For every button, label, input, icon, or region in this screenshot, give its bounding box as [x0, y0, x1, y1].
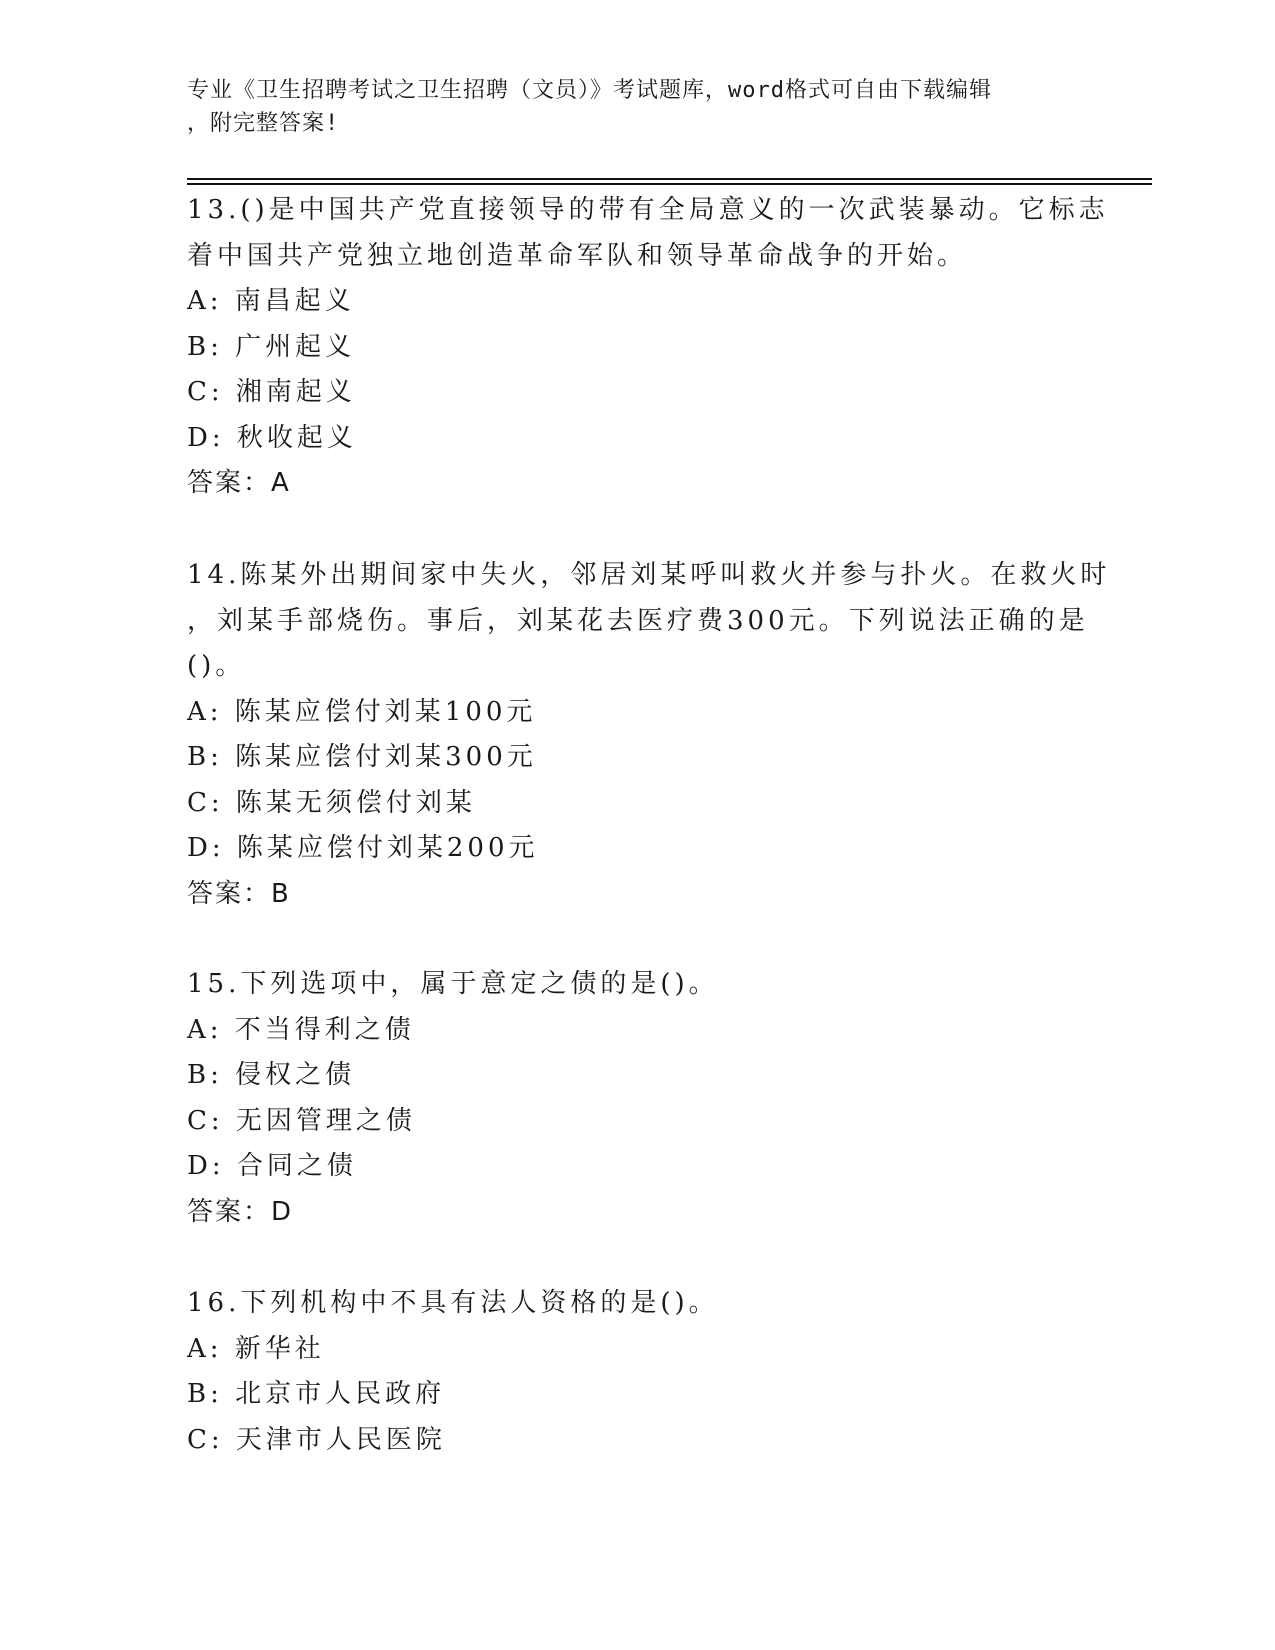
- answer-line: 答案：B: [187, 878, 291, 909]
- option-b: B: 北京市人民政府: [187, 1379, 446, 1409]
- option-b: B: 陈某应偿付刘某300元: [187, 742, 537, 772]
- header-line: ，附完整答案!: [187, 111, 340, 136]
- stem-line: 着中国共产党独立地创造革命军队和领导革命战争的开始。: [187, 240, 968, 271]
- stem-line: 13.()是中国共产党直接领导的带有全局意义的一次武装暴动。它标志: [187, 195, 1109, 225]
- option-a: A: 新华社: [187, 1333, 325, 1364]
- option-c: C: 天津市人民医院: [187, 1424, 446, 1455]
- question-stem: [187, 962, 1087, 1008]
- header-divider: [187, 178, 1152, 180]
- question-14: [187, 553, 1111, 917]
- option-c: C: 陈某无须偿付刘某: [187, 787, 476, 818]
- stem-line: 15.下列选项中，属于意定之债的是()。: [187, 969, 719, 999]
- answer-line: 答案：D: [187, 1196, 294, 1227]
- question-13: [187, 188, 1109, 507]
- option-a: A: 南昌起义: [187, 286, 355, 316]
- question-15: [187, 962, 1087, 1235]
- document-header: [187, 74, 1067, 140]
- option-c: C: 无因管理之债: [187, 1105, 416, 1136]
- answer-line: 答案：A: [187, 468, 291, 498]
- question-stem: [187, 553, 1111, 690]
- question-stem: [187, 1281, 1087, 1327]
- question-stem: [187, 188, 1109, 279]
- stem-line: 16.下列机构中不具有法人资格的是()。: [187, 1288, 719, 1318]
- stem-line: 14.陈某外出期间家中失火，邻居刘某呼叫救火并参与扑火。在救火时: [187, 560, 1111, 590]
- option-b: B: 侵权之债: [187, 1060, 356, 1090]
- stem-line: ，刘某手部烧伤。事后，刘某花去医疗费300元。下列说法正确的是: [187, 605, 1089, 636]
- question-16: [187, 1281, 1087, 1463]
- header-divider: [187, 183, 1152, 185]
- option-a: A: 不当得利之债: [187, 1014, 415, 1045]
- option-b: B: 广州起义: [187, 331, 356, 362]
- stem-line: ()。: [187, 651, 246, 681]
- option-d: D: 秋收起义: [187, 422, 357, 453]
- option-a: A: 陈某应偿付刘某100元: [187, 696, 537, 727]
- option-d: D: 陈某应偿付刘某200元: [187, 833, 539, 863]
- header-line: 专业《卫生招聘考试之卫生招聘（文员）》考试题库，word格式可自由下载编辑: [187, 78, 992, 103]
- option-d: D: 合同之债: [187, 1151, 357, 1181]
- option-c: C: 湘南起义: [187, 377, 356, 407]
